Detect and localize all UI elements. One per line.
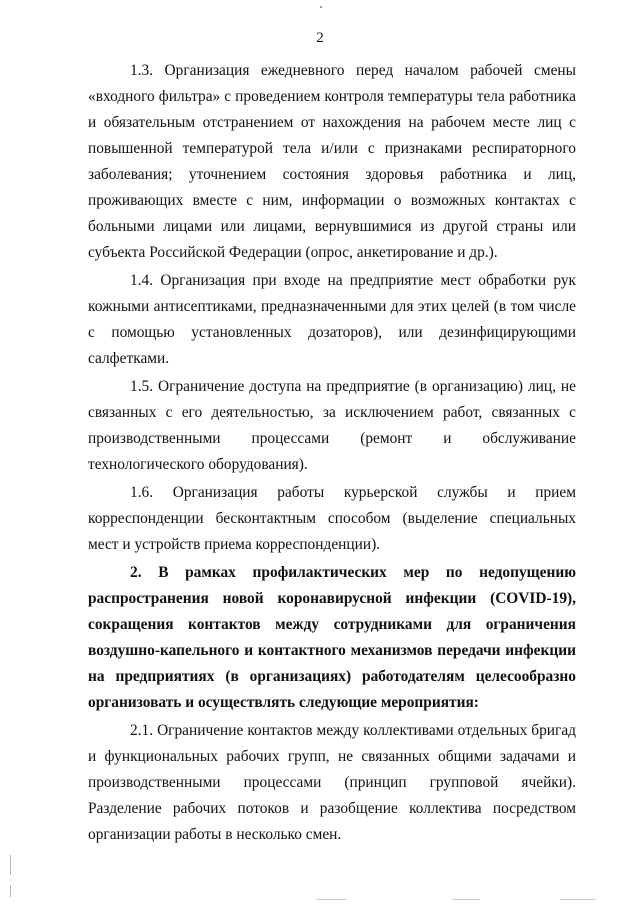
scan-bottom-mark [452, 899, 480, 900]
paragraph-section-2-heading: 2. В рамках профилактических мер по недопущению распространения новой коронавирусной инфекции (COVID-19), сокращения контактов между сотрудниками для ограничения воздушно-капельного и контактного механизмов передачи инфекции на предприятиях (в организациях) работодателям целесообразно организовать и осуществлять следующие мероприятия: [88, 564, 576, 711]
paragraph-1-6: 1.6. Организация работы курьерской службы и прием корреспонденции бесконтактным способом (выделение специальных мест и устройств приема корреспонденции). [88, 484, 576, 553]
document-body [88, 58, 576, 848]
paragraph-1-3: 1.3. Организация ежедневного перед началом рабочей смены «входного фильтра» с проведением контроля температуры тела работника и обязательным отстранением от нахождения на рабочем месте лиц с повышенной температурой тела и/или с признаками респираторного заболевания; уточнением состояния здоровья работника и лиц, проживающих вместе с ним, информации о возможных контактах с больными лицами или лицами, вернувшимися из другой страны или субъекта Российской Федерации (опрос, анкетирование и др.). [88, 62, 576, 261]
scan-edge-mark [10, 855, 11, 875]
scan-edge-mark [10, 885, 11, 897]
scan-speck [320, 6, 322, 8]
paragraph-2-1: 2.1. Ограничение контактов между коллективами отдельных бригад и функциональных рабочих групп, не связанных общими задачами и производственными процессами (принцип групповой ячейки). Разделение рабочих потоков и разобщение коллектива посредством организации работы в несколько смен. [88, 722, 576, 843]
scan-bottom-mark [316, 899, 346, 900]
paragraph-1-4: 1.4. Организация при входе на предприятие мест обработки рук кожными антисептиками, предназначенными для этих целей (в том числе с помощью установленных дозаторов), или дезинфицирующими салфетками. [88, 272, 576, 367]
page-number: 2 [316, 30, 324, 46]
paragraph-1-5: 1.5. Ограничение доступа на предприятие (в организацию) лиц, не связанных с его деятельностью, за исключением работ, связанных с производственными процессами (ремонт и обслуживание технологического оборудования). [88, 378, 576, 473]
scan-bottom-mark [560, 899, 596, 900]
